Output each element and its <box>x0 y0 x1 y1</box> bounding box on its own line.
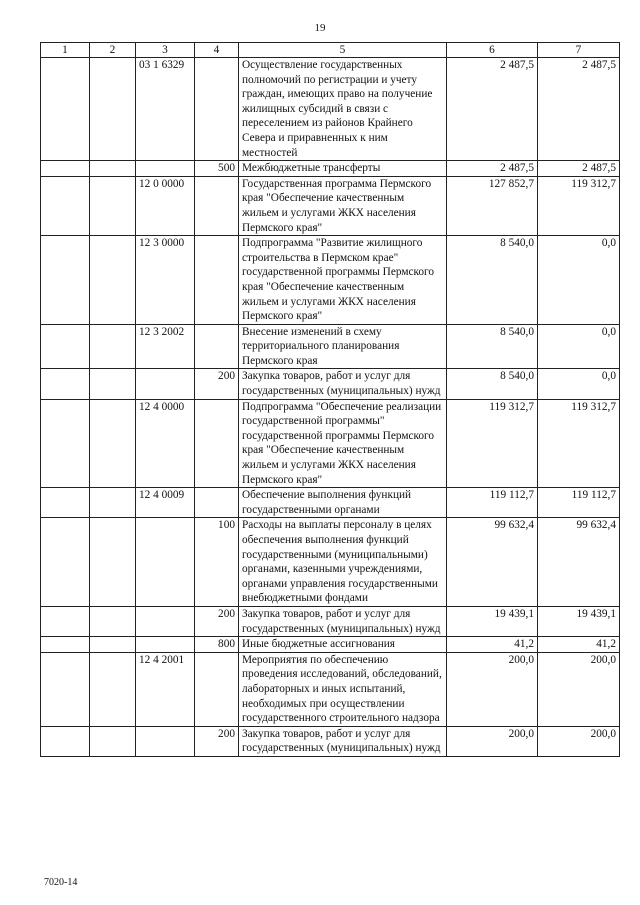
header-row <box>41 43 620 58</box>
cell-expense-type <box>195 399 239 488</box>
cell-section <box>41 488 90 518</box>
cell-subsection <box>90 606 136 636</box>
column-header-6: 6 <box>447 43 538 58</box>
cell-expense-type <box>195 488 239 518</box>
cell-amount-1: 19 439,1 <box>447 606 538 636</box>
cell-target-code: 03 1 6329 <box>136 58 195 161</box>
cell-section <box>41 518 90 607</box>
cell-target-code: 12 3 0000 <box>136 236 195 325</box>
cell-target-code <box>136 637 195 653</box>
cell-amount-2: 119 112,7 <box>538 488 620 518</box>
cell-amount-1: 119 312,7 <box>447 399 538 488</box>
cell-target-code: 12 4 0000 <box>136 399 195 488</box>
budget-table <box>40 42 620 757</box>
cell-amount-1: 119 112,7 <box>447 488 538 518</box>
cell-subsection <box>90 176 136 235</box>
cell-section <box>41 637 90 653</box>
cell-amount-1: 8 540,0 <box>447 324 538 369</box>
cell-description: Закупка товаров, работ и услуг для государственных (муниципальных) нужд <box>239 369 447 399</box>
cell-expense-type: 200 <box>195 726 239 756</box>
table-row <box>41 399 620 488</box>
cell-expense-type: 500 <box>195 161 239 177</box>
cell-amount-2: 0,0 <box>538 236 620 325</box>
cell-subsection <box>90 324 136 369</box>
cell-description: Закупка товаров, работ и услуг для государственных (муниципальных) нужд <box>239 726 447 756</box>
cell-amount-1: 8 540,0 <box>447 369 538 399</box>
cell-amount-2: 99 632,4 <box>538 518 620 607</box>
cell-section <box>41 726 90 756</box>
cell-target-code: 12 3 2002 <box>136 324 195 369</box>
cell-amount-1: 127 852,7 <box>447 176 538 235</box>
column-header-2: 2 <box>90 43 136 58</box>
cell-target-code <box>136 161 195 177</box>
cell-description: Обеспечение выполнения функций государственными органами <box>239 488 447 518</box>
cell-expense-type <box>195 652 239 726</box>
cell-target-code: 12 0 0000 <box>136 176 195 235</box>
footer-code: 7020-14 <box>44 877 78 888</box>
cell-description: Расходы на выплаты персоналу в целях обеспечения выполнения функций государственными (муниципальными) органами, казенными учреждениями, органами управления государственными внебюджетными фондами <box>239 518 447 607</box>
cell-target-code <box>136 606 195 636</box>
cell-section <box>41 399 90 488</box>
cell-subsection <box>90 399 136 488</box>
table-row <box>41 518 620 607</box>
cell-target-code <box>136 369 195 399</box>
cell-expense-type <box>195 236 239 325</box>
table-row <box>41 58 620 161</box>
table-row <box>41 488 620 518</box>
column-header-4: 4 <box>195 43 239 58</box>
cell-target-code <box>136 726 195 756</box>
cell-amount-1: 200,0 <box>447 652 538 726</box>
cell-amount-2: 0,0 <box>538 369 620 399</box>
cell-section <box>41 324 90 369</box>
cell-description: Подпрограмма "Обеспечение реализации государственной программы" государственной программы Пермского края "Обеспечение качественным жильем и услугами ЖКХ населения Пермского края" <box>239 399 447 488</box>
cell-expense-type: 200 <box>195 606 239 636</box>
table-row <box>41 652 620 726</box>
cell-expense-type <box>195 324 239 369</box>
cell-expense-type: 800 <box>195 637 239 653</box>
cell-amount-2: 2 487,5 <box>538 58 620 161</box>
cell-amount-2: 200,0 <box>538 726 620 756</box>
cell-section <box>41 369 90 399</box>
table-row <box>41 161 620 177</box>
cell-amount-1: 2 487,5 <box>447 161 538 177</box>
table-row <box>41 236 620 325</box>
cell-target-code: 12 4 2001 <box>136 652 195 726</box>
cell-amount-2: 119 312,7 <box>538 176 620 235</box>
cell-amount-1: 41,2 <box>447 637 538 653</box>
cell-amount-1: 99 632,4 <box>447 518 538 607</box>
table-row <box>41 606 620 636</box>
cell-amount-1: 200,0 <box>447 726 538 756</box>
table-row <box>41 324 620 369</box>
cell-description: Мероприятия по обеспечению проведения исследований, обследований, лабораторных и иных испытаний, необходимых при осуществлении государственного строительного надзора <box>239 652 447 726</box>
page-number: 19 <box>314 22 326 34</box>
cell-section <box>41 161 90 177</box>
cell-section <box>41 236 90 325</box>
cell-expense-type: 200 <box>195 369 239 399</box>
cell-description: Государственная программа Пермского края "Обеспечение качественным жильем и услугами ЖКХ населения Пермского края" <box>239 176 447 235</box>
cell-amount-1: 8 540,0 <box>447 236 538 325</box>
column-header-1: 1 <box>41 43 90 58</box>
table-row <box>41 637 620 653</box>
cell-section <box>41 606 90 636</box>
cell-description: Осуществление государственных полномочий по регистрации и учету граждан, имеющих право на получение жилищных субсидий в связи с переселением из районов Крайнего Севера и приравненных к ним местностей <box>239 58 447 161</box>
cell-subsection <box>90 58 136 161</box>
cell-amount-2: 41,2 <box>538 637 620 653</box>
cell-amount-1: 2 487,5 <box>447 58 538 161</box>
cell-amount-2: 0,0 <box>538 324 620 369</box>
cell-expense-type: 100 <box>195 518 239 607</box>
cell-subsection <box>90 518 136 607</box>
cell-description: Межбюджетные трансферты <box>239 161 447 177</box>
cell-section <box>41 652 90 726</box>
cell-description: Подпрограмма "Развитие жилищного строительства в Пермском крае" государственной программы Пермского края "Обеспечение качественным жильем и услугами ЖКХ населения Пермского края" <box>239 236 447 325</box>
cell-description: Иные бюджетные ассигнования <box>239 637 447 653</box>
cell-subsection <box>90 369 136 399</box>
cell-description: Внесение изменений в схему территориального планирования Пермского края <box>239 324 447 369</box>
cell-description: Закупка товаров, работ и услуг для государственных (муниципальных) нужд <box>239 606 447 636</box>
cell-subsection <box>90 488 136 518</box>
cell-expense-type <box>195 176 239 235</box>
cell-section <box>41 176 90 235</box>
cell-amount-2: 200,0 <box>538 652 620 726</box>
column-header-5: 5 <box>239 43 447 58</box>
cell-target-code: 12 4 0009 <box>136 488 195 518</box>
table-row <box>41 176 620 235</box>
cell-expense-type <box>195 58 239 161</box>
cell-section <box>41 58 90 161</box>
cell-subsection <box>90 236 136 325</box>
cell-subsection <box>90 726 136 756</box>
cell-subsection <box>90 652 136 726</box>
cell-subsection <box>90 637 136 653</box>
cell-amount-2: 119 312,7 <box>538 399 620 488</box>
table-row <box>41 726 620 756</box>
cell-subsection <box>90 161 136 177</box>
cell-amount-2: 19 439,1 <box>538 606 620 636</box>
cell-target-code <box>136 518 195 607</box>
cell-amount-2: 2 487,5 <box>538 161 620 177</box>
column-header-3: 3 <box>136 43 195 58</box>
column-header-7: 7 <box>538 43 620 58</box>
table-row <box>41 369 620 399</box>
